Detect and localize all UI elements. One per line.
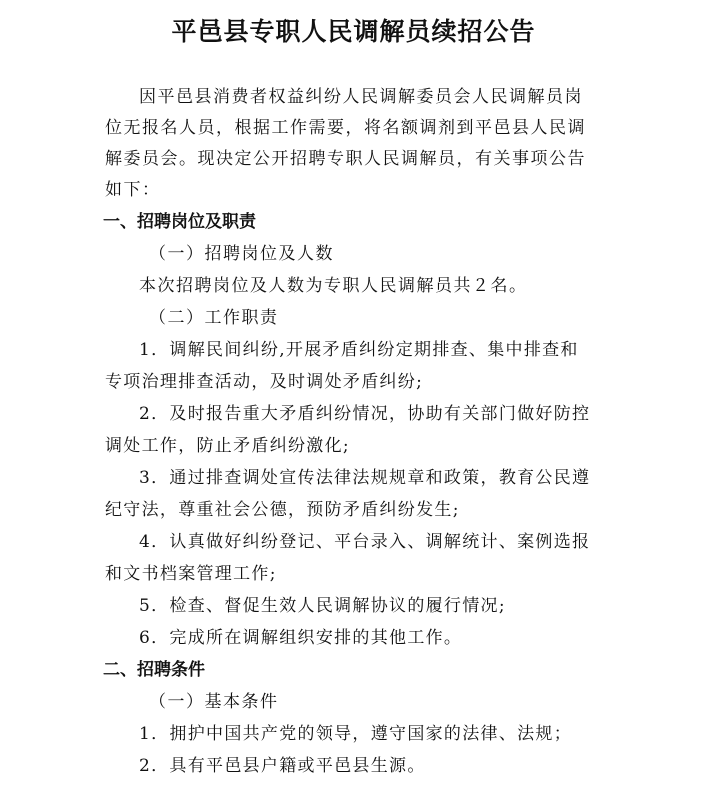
section1-sub1-text: 本次招聘岗位及人数为专职人民调解员共２名。 [139, 276, 528, 296]
document-title: 平邑县专职人民调解员续招公告 [171, 17, 536, 46]
section1-heading: 一、招聘岗位及职责 [103, 212, 256, 232]
duty-item: 6．完成所在调解组织安排的其他工作。 [139, 628, 463, 648]
duty-item: 3．通过排查调处宣传法律法规规章和政策，教育公民遵纪守法，尊重社会公德，预防矛盾纠纷发生; [105, 468, 591, 520]
intro-paragraph: 因平邑县消费者权益纠纷人民调解委员会人民调解员岗位无报名人员，根据工作需要，将名额调剂到平邑县人民调解委员会。现决定公开招聘专职人民调解员，有关事项公告如下： [105, 87, 586, 200]
document-body [105, 82, 597, 782]
section1-sub2-heading: （二）工作职责 [149, 308, 279, 328]
duty-item: 4．认真做好纠纷登记、平台录入、调解统计、案例选报和文书档案管理工作; [105, 532, 591, 584]
condition-item: 1．拥护中国共产党的领导，遵守国家的法律、法规； [139, 724, 573, 744]
duty-item: 2．及时报告重大矛盾纠纷情况，协助有关部门做好防控调处工作，防止矛盾纠纷激化; [105, 404, 591, 456]
section1-sub1-heading: （一）招聘岗位及人数 [149, 244, 334, 264]
condition-item: 2．具有平邑县户籍或平邑县生源。 [139, 756, 426, 776]
section2-heading: 二、招聘条件 [103, 660, 205, 680]
duty-item: 5．检查、督促生效人民调解协议的履行情况; [139, 596, 506, 616]
section2-sub1-heading: （一）基本条件 [149, 692, 279, 712]
duty-item: 1．调解民间纠纷,开展矛盾纠纷定期排查、集中排查和专项治理排查活动，及时调处矛盾纠纷; [105, 340, 579, 392]
